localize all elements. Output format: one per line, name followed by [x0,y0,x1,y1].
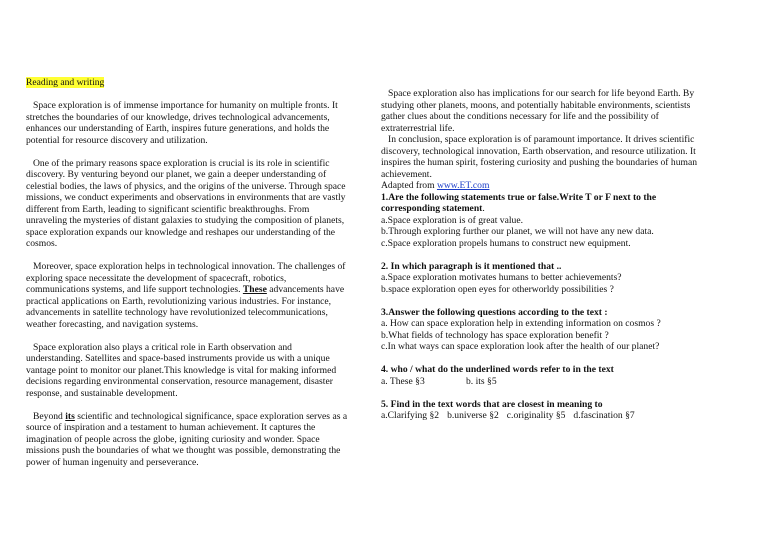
source-line [381,180,703,192]
right-column [381,65,703,422]
q4-title: 4. who / what do the underlined words refer to in the text [381,364,614,375]
source-link[interactable]: www.ET.com [436,180,490,191]
q4-item-a: a. These §3 [381,375,425,387]
heading [26,77,348,89]
q5-item-a: a.Clarifying §2 [381,410,440,421]
q1-title [381,192,703,215]
q1-item: a.Space exploration is of great value. [381,214,523,226]
underlined-word-these: These [242,284,267,295]
underlined-word-its: its [65,410,75,422]
q2-item: a.Space exploration motivates humans to better achievements? [381,272,622,283]
q3-item: c.In what ways can space exploration look after the health of our planet? [381,341,660,352]
q5-item-d: d.fascination §7 [573,410,635,421]
q1-title-end: . [482,203,485,214]
q2-item: b.space exploration open eyes for otherworldy possibilities ? [381,283,614,295]
paragraph-2: One of the primary reasons space exploration is crucial is its role in scientific discovery. By venturing beyond our planet, we gain a deeper understanding of celestial bodies, the laws of physics, and the origins of the universe. Through space missions, we conduct experiments and observations in environments that are vastly different from Earth, leading to significant scientific breakthroughs. From unraveling the mysteries of distant galaxies to studying the composition of planets, space exploration expands our knowledge and reshapes our understanding of the cosmos. [26,157,346,249]
paragraph-3-start: Moreover, space exploration helps in technological innovation. The challenges of exploring space necessitate the development of spacecraft, robotics, communications systems, and life support technologies. [26,261,346,295]
q4-item-b: b. its §5 [466,375,497,387]
q2-title: 2. In which paragraph is it mentioned that .. [381,260,562,272]
paragraph-5-continuation-space [381,65,703,88]
paragraph-1: Space exploration is of immense importance for humanity on multiple fronts. It stretches the boundaries of our knowledge, drives technological advancements, enhances our understanding of Earth, inspires future generations, and holds the potential for resource discovery and utilization. [26,100,338,146]
q3-title: 3.Answer the following questions according to the text : [381,306,608,318]
heading-highlight: Reading and writing [26,77,105,88]
q1-item: c.Space exploration propels humans to construct new equipment. [381,237,631,249]
q5-title: 5. Find in the text words that are closest in meaning to [381,398,603,410]
source-prefix: Adapted from [381,180,437,191]
q5-item-b: b.universe §2 [447,410,499,421]
paragraph-4: Space exploration also plays a critical role in Earth observation and understanding. Satellites and space-based instruments provide us with a unique vantage point to monitor our planet.This knowledge is vital for making informed decisions regarding environmental conservation, resource management, disaster response, and sustainable development. [26,341,337,399]
paragraph-3-end: advancements have practical applications on Earth, revolutionizing various industries. For instance, advancements in satellite technology have revolutionized telecommunications, weather forecasting, and navigation systems. [26,284,345,330]
q5-items [381,410,703,422]
paragraph-5 [26,411,348,469]
paragraph-7: In conclusion, space exploration is of paramount importance. It drives scientific discovery, technological innovation, Earth observation, and resource utilization. It inspires the human spirit, fostering curiosity and pushing the boundaries of human achievement. [381,134,698,180]
q3-item: a. How can space exploration help in extending information on cosmos ? [381,318,661,329]
q1-title-text: 1.Are the following statements true or false.Write T or F next to the corresponding statement [381,191,657,214]
q5-item-c: c.originality §5 [506,410,566,421]
paragraph-3 [26,261,348,330]
q1-item: b.Through exploring further our planet, we will not have any new data. [381,226,654,237]
paragraph-6: Space exploration also has implications for our search for life beyond Earth. By studying other planets, moons, and potentially habitable environments, scientists gather clues about the conditions necessary for life and the possibility of extraterrestrial life. [381,88,695,134]
q4-items [381,376,703,388]
paragraph-5-start: Beyond [33,410,66,422]
left-column [26,77,348,468]
paragraph-5-end: scientific and technological significance, space exploration serves as a source of inspiration and a testament to human achievement. It captures the imagination of people across the globe, igniting curiosity and wonder. Space missions push the boundaries of what we thought was possible, demonstrating the power of human ingenuity and perseverance. [26,410,348,468]
q3-item: b.What fields of technology has space exploration benefit ? [381,329,609,341]
